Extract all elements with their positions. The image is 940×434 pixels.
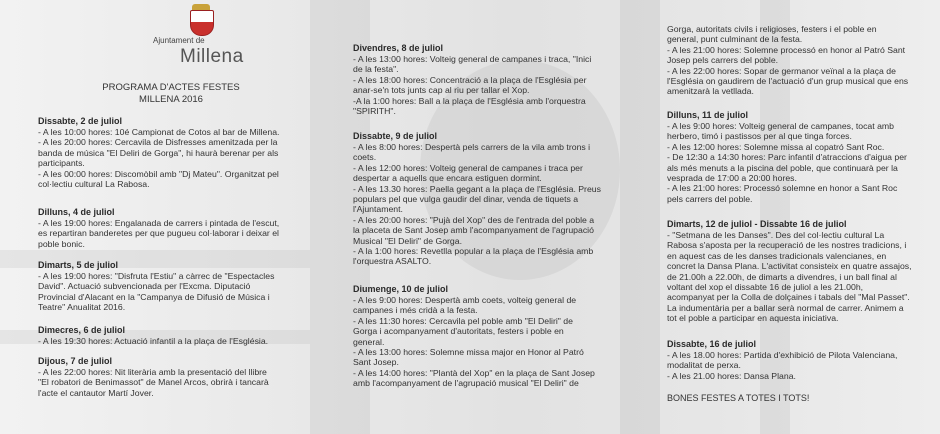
day-title: Divendres, 8 de juliol <box>353 43 444 53</box>
ajuntament-label: Ajuntament de <box>153 36 205 45</box>
day-section: Dilluns, 11 de juliol - A les 9:00 hores: Volteig general de campanes, tocat amb herbero, timó i pastissos per al que tinga forces. - A les 12:00 hores: Solemne missa al copatró Sant Roc. - De 12:30 a 14:30 hores: Parc infantil d'atraccions d'aigua per als més menuts a la piscina del poble, que continuarà per la vesprada de 17:00 a 20:00 hores. - A les 21:00 hores: Processó solemne en honor a Sant Roc pels carrers del poble. <box>667 110 927 204</box>
day-section: Dimarts, 12 de juliol - Dissabte 16 de juliol - "Setmana de les Danses". Des del col·lectiu cultural La Rabosa s'aposta per la recuperació de les nostres tradicions, i en aquest cas de les danses tradicionals valencianes, en concret la Dansa Plana. L'activitat consisteix en quatre assajos, de 21.00h a 22.00h, de dimarts a divendres, i un ball final al voltant del xop el dissabte 16 de juliol a les 21.00h, acompanyat per la Colla de dolçaines i tabals del "Mal Passet". La indumentària per a ballar serà normal de carrer. Animem a tot el poble a participar en aquesta iniciativa. <box>667 219 927 324</box>
town-logo <box>108 10 308 70</box>
day-title: Dimarts, 12 de juliol - Dissabte 16 de juliol <box>667 219 847 229</box>
day-title: Dissabte, 16 de juliol <box>667 339 757 349</box>
day-section: Dissabte, 9 de juliol - A les 8:00 hores: Despertà pels carrers de la vila amb trons i coets. - A les 12:00 hores: Volteig general de campanes i traca per despertar a aquells que encara estiguen dormint. - A les 13.30 hores: Paella gegant a la plaça de l'Església. Preus populars pel que vulga gaudir del dinar, venda de tiquets a l'Ajuntament. - A les 20:00 hores: "Pujà del Xop" des de l'entrada del poble a la placeta de Sant Josep amb l'acompanyament de l'agrupació Musical "El Deliri" de Gorga. - A la 1:00 hores: Revetlla popular a la plaça de l'Església amb l'orquestra ASALTO. <box>353 131 621 267</box>
column-2 <box>353 0 621 434</box>
town-name: Millena <box>180 46 244 67</box>
day-section: Divendres, 8 de juliol - A les 13:00 hores: Volteig general de campanes i traca, "Inici de la festa". - A les 18:00 hores: Concentració a la plaça de l'Església per anar-se'n tots junts cap al riu per tallar el Xop. -A la 1:00 hores: Ball a la plaça de l'Església amb l'orquestra "SPIRITH". <box>353 43 621 116</box>
day-title: Dissabte, 2 de juliol <box>38 116 123 126</box>
day-section: Dimecres, 6 de juliol - A les 19:30 hores: Actuació infantil a la plaça de l'Església. <box>38 325 304 346</box>
day-title: Dilluns, 11 de juliol <box>667 110 749 120</box>
coat-of-arms-icon <box>190 10 214 36</box>
program-title: PROGRAMA D'ACTES FESTES MILLENA 2016 <box>102 82 240 105</box>
day-title: Diumenge, 10 de juliol <box>353 284 449 294</box>
day-title: Dissabte, 9 de juliol <box>353 131 438 141</box>
column-3 <box>667 0 927 434</box>
day-section-continued: Gorga, autoritats civils i religioses, festers i el poble en general, punt culminant de la festa. - A les 21:00 hores: Solemne processó en honor al Patró Sant Josep pels carrers del poble. - A les 22:00 hores: Sopar de germanor veïnal a la plaça de l'Església on gaudirem de l'actuació d'un grup musical que ens amenitzarà la vetllada. <box>667 24 909 97</box>
day-section: Diumenge, 10 de juliol - A les 9:00 hores: Despertà amb coets, volteig general de campanes i més cridà a la festa. - A les 11:30 hores: Cercavila pel poble amb "El Deliri" de Gorga i acompanyament d'autoritats, festers i poble en general. - A les 13:00 hores: Solemne missa major en Honor al Patró Sant Josep. - A les 14:00 hores: "Plantà del Xop" en la plaça de Sant Josep amb l'acompanyament de l'agrupació musical "El Deliri" de <box>353 284 621 389</box>
day-section: Dissabte, 16 de juliol - A les 18.00 hores: Partida d'exhibició de Pilota Valenciana, modalitat de perxa. - A les 21.00 hores: Dansa Plana. <box>667 339 927 381</box>
closing-greeting: BONES FESTES A TOTES I TOTS! <box>667 393 810 403</box>
day-title: Dilluns, 4 de juliol <box>38 207 115 217</box>
column-1 <box>38 0 304 434</box>
day-section: Dilluns, 4 de juliol - A les 19:00 hores: Engalanada de carrers i pintada de l'escut, es repartiran banderetes per que pugueu col·laborar i deixar el poble bonic. <box>38 207 304 249</box>
day-title: Dimarts, 5 de juliol <box>38 260 119 270</box>
day-title: Dijous, 7 de juliol <box>38 356 113 366</box>
day-section: Dijous, 7 de juliol - A les 22:00 hores: Nit literària amb la presentació del llibre "El robatori de Benimassot" de Manel Arcos, obrirà i tancarà l'acte el cantautor Martí Jover. <box>38 356 304 398</box>
day-section: Dimarts, 5 de juliol - A les 19:00 hores: "Disfruta l'Estiu" a càrrec de "Espectacles David". Actuació subvencionada per l'Excma. Diputació Provincial d'Alacant en la "Campanya de Difusió de Música i Teatre" Anualitat 2016. <box>38 260 304 313</box>
day-title: Dimecres, 6 de juliol <box>38 325 126 335</box>
day-section: Dissabte, 2 de juliol - A les 10:00 hores: 10é Campionat de Cotos al bar de Millena. - A les 20:00 hores: Cercavila de Disfresses amenitzada per la banda de música "El Deliri de Gorga", hi haurà berenar per als participants. - A les 00:00 hores: Discomòbil amb "Dj Mateu". Organitzat pel col·lectiu cultural La Rabosa. <box>38 116 304 189</box>
